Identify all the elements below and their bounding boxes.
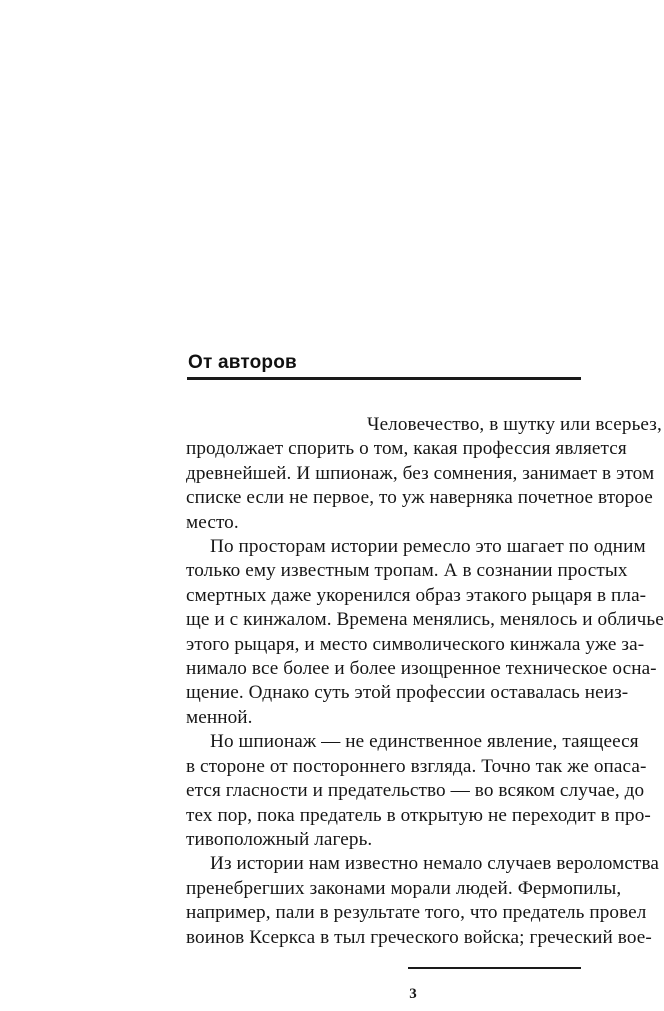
text-line: тех пор, пока предатель в открытую не переходит в про-: [186, 804, 651, 826]
text-line: Из истории нам известно немало случаев вероломства: [210, 853, 659, 875]
paragraph-3: [186, 730, 651, 852]
text-line: тивоположный лагерь.: [186, 828, 373, 850]
text-line: списке если не первое, то уж наверняка почетное второе: [186, 487, 653, 509]
text-line: в стороне от постороннего взгляда. Точно так же опаса-: [186, 755, 647, 777]
text-line: По просторам истории ремесло это шагает по одним: [210, 536, 646, 558]
text-line: этого рыцаря, и место символического кинжала уже за-: [186, 633, 645, 655]
chapter-title: От авторов: [188, 352, 297, 373]
text-line: Но шпионаж — не единственное явление, таящееся: [210, 731, 639, 753]
text-line: пренебрегших законами морали людей. Фермопилы,: [186, 877, 622, 899]
text-line: нимало все более и более изощренное техническое осна-: [186, 658, 657, 680]
page-number-text: 3: [409, 986, 417, 1002]
text-line: продолжает спорить о том, какая профессия является: [186, 438, 627, 460]
text-line: древнейшей. И шпионаж, без сомнения, занимает в этом: [186, 462, 655, 484]
text-line: щение. Однако суть этой профессии оставалась неиз-: [186, 682, 629, 704]
paragraph-1: [186, 413, 662, 535]
title-underline: [187, 377, 581, 380]
page-number: [0, 986, 600, 1003]
paragraph-2: [186, 535, 664, 730]
text-line: например, пали в результате того, что предатель провел: [186, 902, 647, 924]
text-line: смертных даже укоренился образ этакого рыцаря в пла-: [186, 584, 647, 606]
text-line: менной.: [186, 706, 253, 728]
body-text: [186, 413, 664, 950]
footer-rule: [408, 967, 581, 969]
text-line: воинов Ксеркса в тыл греческого войска; греческий вое-: [186, 926, 652, 948]
text-line: только ему известным тропам. А в сознании простых: [186, 560, 628, 582]
text-line: ется гласности и предательство — во всяком случае, до: [186, 780, 645, 802]
text-line: ще и с кинжалом. Времена менялись, менялось и обличье: [186, 609, 664, 631]
paragraph-4: [186, 852, 659, 950]
text-line: место.: [186, 511, 239, 533]
text-line: Человечество, в шутку или всерьез,: [367, 414, 662, 435]
